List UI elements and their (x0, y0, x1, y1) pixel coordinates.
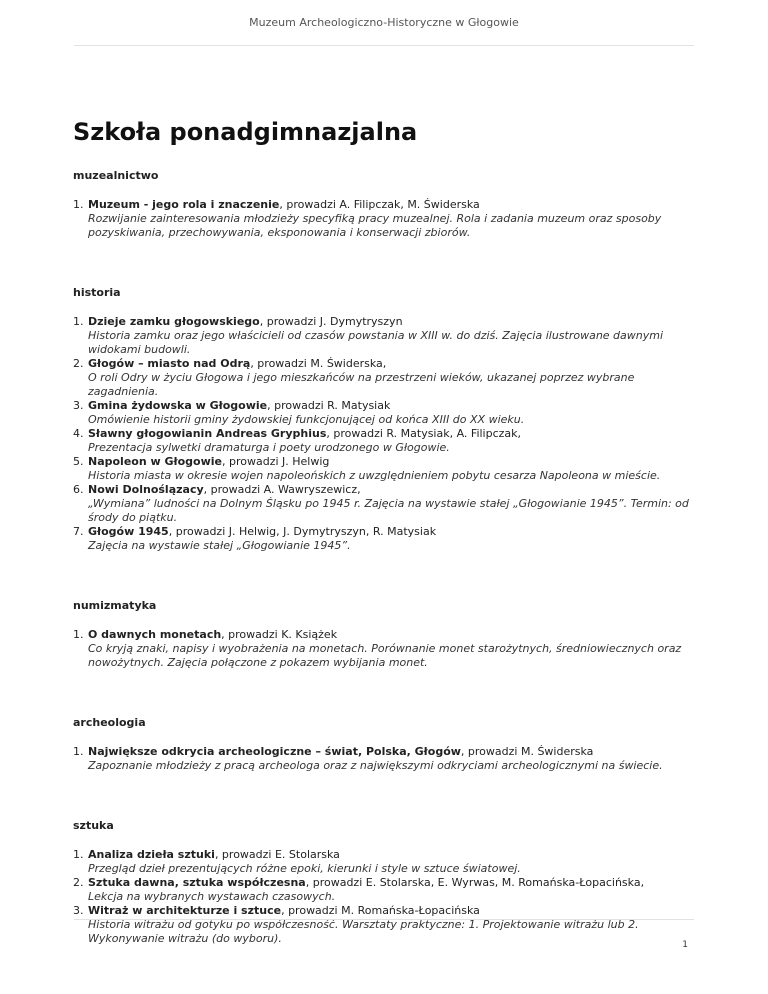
item-host: , prowadzi A. Filipczak, M. Świderska (279, 198, 480, 211)
item-host: , prowadzi K. Książek (221, 628, 338, 641)
item-host: , prowadzi A. Wawryszewicz, (203, 483, 361, 496)
item-number: 2. (73, 876, 84, 889)
list-item (73, 455, 698, 483)
item-list (73, 628, 698, 670)
list-item (73, 198, 698, 240)
item-host: , prowadzi M. Świderska (460, 745, 594, 758)
item-number: 7. (73, 525, 84, 538)
page-number: 1 (682, 940, 688, 950)
list-item (73, 848, 698, 876)
section-historia (73, 285, 698, 553)
item-description: Zajęcia na wystawie stałej „Głogowianie 1945”. (88, 539, 351, 552)
item-title: Witraż w architekturze i sztuce (88, 904, 282, 917)
item-title: Napoleon w Głogowie (88, 455, 222, 468)
item-list (73, 315, 698, 553)
item-host: , prowadzi E. Stolarska, E. Wyrwas, M. Romańska-Łopacińska, (305, 876, 645, 889)
item-description: Historia miasta w okresie wojen napoleońskich z uwzględnieniem pobytu cesarza Napoleona w mieście. (88, 469, 661, 482)
item-number: 6. (73, 483, 84, 496)
list-item (73, 745, 698, 773)
item-description: Lekcja na wybranych wystawach czasowych. (88, 890, 336, 903)
section-title: historia (73, 286, 121, 299)
list-item (73, 876, 698, 904)
item-host: , prowadzi R. Matysiak (267, 399, 391, 412)
item-host: , prowadzi E. Stolarska (214, 848, 340, 861)
item-host: , prowadzi J. Helwig, J. Dymytryszyn, R. Matysiak (168, 525, 437, 538)
header-divider (74, 45, 694, 46)
item-description: Historia witrażu od gotyku po współczesność. Warsztaty praktyczne: 1. Projektowanie witrażu lub 2. Wykonywanie witrażu (do wyboru). (88, 918, 639, 945)
page-header: Muzeum Archeologiczno-Historyczne w Głogowie (249, 16, 519, 29)
item-title: Głogów – miasto nad Odrą (88, 357, 251, 370)
list-item (73, 483, 698, 525)
item-description: Przegląd dzieł prezentujących różne epoki, kierunki i style w sztuce światowej. (88, 862, 521, 875)
list-item (73, 628, 698, 670)
section-numizmatyka (73, 598, 698, 670)
item-description: Co kryją znaki, napisy i wyobrażenia na monetach. Porównanie monet starożytnych, średniowiecznych oraz nowożytnych. Zajęcia połączone z pokazem wybijania monet. (88, 642, 682, 669)
item-description: Rozwijanie zainteresowania młodzieży specyfiką pracy muzealnej. Rola i zadania muzeum oraz sposoby pozyskiwania, przechowywania, eksponowania i konserwacji zbiorów. (88, 212, 662, 239)
item-number: 1. (73, 745, 84, 758)
item-description: Zapoznanie młodzieży z pracą archeologa oraz z największymi odkryciami archeologicznymi na świecie. (88, 759, 663, 772)
item-number: 4. (73, 427, 84, 440)
item-host: , prowadzi J. Dymytryszyn (259, 315, 403, 328)
item-title: O dawnych monetach (88, 628, 222, 641)
section-title: sztuka (73, 819, 114, 832)
item-description: Omówienie historii gminy żydowskiej funkcjonującej od końca XIII do XX wieku. (88, 413, 525, 426)
footer-divider (74, 919, 694, 920)
item-number: 2. (73, 357, 84, 370)
item-number: 1. (73, 848, 84, 861)
item-number: 1. (73, 628, 84, 641)
list-item (73, 399, 698, 427)
item-title: Nowi Dolnoślązacy (88, 483, 204, 496)
section-title: archeologia (73, 716, 146, 729)
item-title: Największe odkrycia archeologiczne – świat, Polska, Głogów (88, 745, 461, 758)
item-description: „Wymiana” ludności na Dolnym Śląsku po 1945 r. Zajęcia na wystawie stałej „Głogowianie 1945”. Termin: od środy do piątku. (88, 497, 689, 524)
section-muzealnictwo (73, 168, 698, 240)
item-host: , prowadzi J. Helwig (222, 455, 330, 468)
item-title: Muzeum - jego rola i znaczenie (88, 198, 280, 211)
document-content (73, 117, 698, 946)
item-number: 3. (73, 904, 84, 917)
item-title: Analiza dzieła sztuki (88, 848, 215, 861)
item-list (73, 198, 698, 240)
section-title: muzealnictwo (73, 169, 159, 182)
item-description: O roli Odry w życiu Głogowa i jego mieszkańców na przestrzeni wieków, ukazanej poprzez wybrane zagadnienia. (88, 371, 635, 398)
item-number: 1. (73, 315, 84, 328)
sections-container (73, 168, 698, 946)
list-item (73, 904, 698, 946)
item-list (73, 745, 698, 773)
list-item (73, 315, 698, 357)
section-title: numizmatyka (73, 599, 157, 612)
item-list (73, 848, 698, 946)
list-item (73, 427, 698, 455)
item-host: , prowadzi M. Świderska, (250, 357, 387, 370)
list-item (73, 525, 698, 553)
section-archeologia (73, 715, 698, 773)
item-title: Sztuka dawna, sztuka współczesna (88, 876, 306, 889)
item-title: Dzieje zamku głogowskiego (88, 315, 260, 328)
item-number: 5. (73, 455, 84, 468)
item-title: Gmina żydowska w Głogowie (88, 399, 268, 412)
item-description: Historia zamku oraz jego właścicieli od czasów powstania w XIII w. do dziś. Zajęcia ilustrowane dawnymi widokami budowli. (88, 329, 664, 356)
item-number: 3. (73, 399, 84, 412)
item-description: Prezentacja sylwetki dramaturga i poety urodzonego w Głogowie. (88, 441, 450, 454)
item-number: 1. (73, 198, 84, 211)
item-title: Głogów 1945 (88, 525, 169, 538)
section-sztuka (73, 818, 698, 946)
item-host: , prowadzi M. Romańska-Łopacińska (281, 904, 480, 917)
page-title: Szkoła ponadgimnazjalna (73, 118, 418, 146)
list-item (73, 357, 698, 399)
item-host: , prowadzi R. Matysiak, A. Filipczak, (326, 427, 522, 440)
item-title: Sławny głogowianin Andreas Gryphius (88, 427, 327, 440)
